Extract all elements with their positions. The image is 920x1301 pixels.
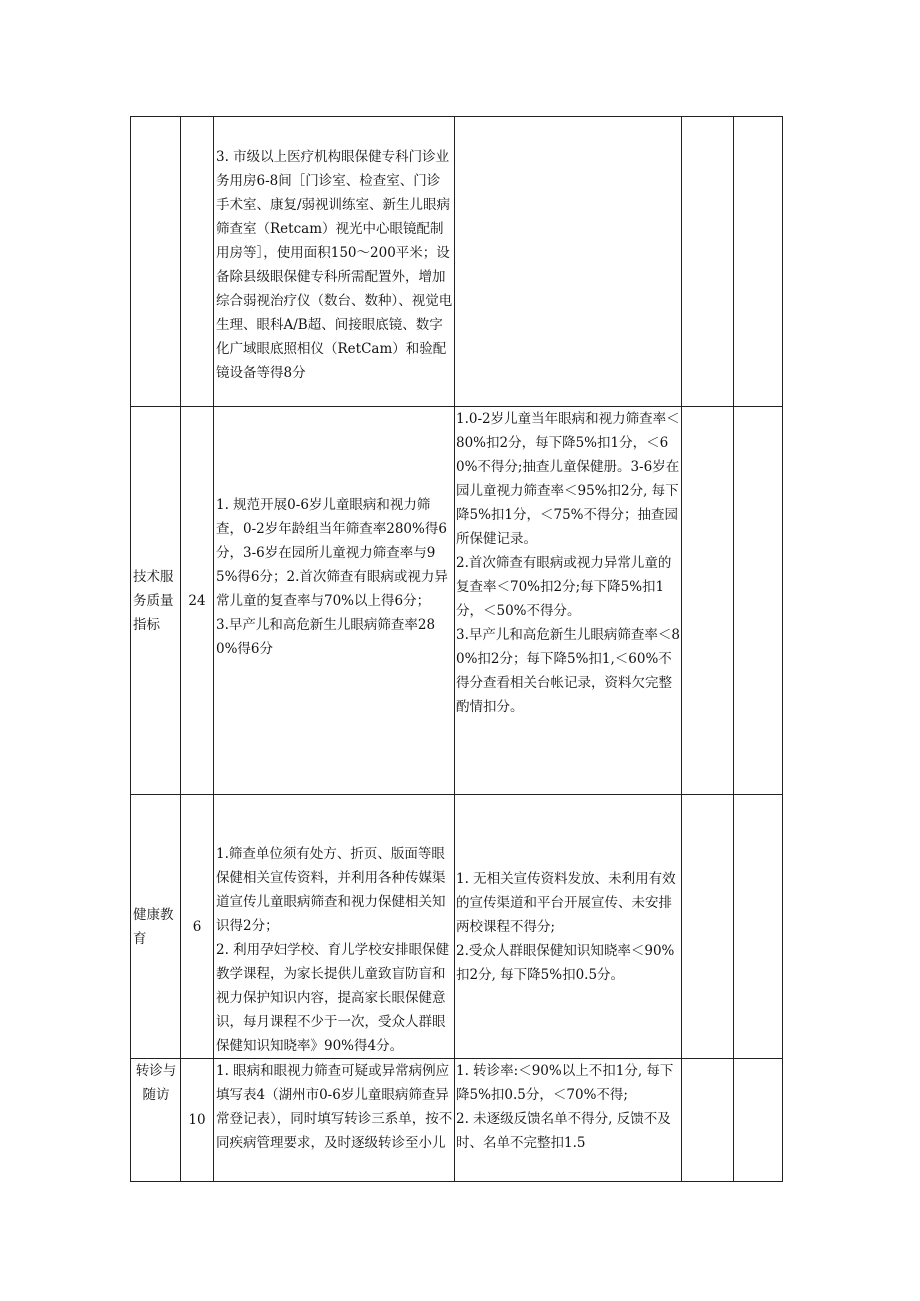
remark-cell <box>734 407 783 795</box>
deduction-cell: 1. 无相关宣传资料发放、未利用有效的宣传渠道和平台开展宣传、未安排两校课程不得分; 2.受众人群眼保健知识知晓率＜90%扣2分, 每下降5%扣0.5分。 <box>455 795 682 1059</box>
criteria-cell <box>214 117 455 407</box>
points-cell: 6 <box>181 795 214 1059</box>
criteria-cell: 1. 眼病和眼视力筛查可疑或异常病例应填写表4（湖州市0-6岁儿童眼病筛查异常登记表），同时填写转诊三系单，按不同疾病管理要求，及时逐级转诊至小儿 <box>214 1059 455 1182</box>
remark-cell <box>734 795 783 1059</box>
assessment-table <box>130 116 783 1182</box>
table-row <box>131 1059 783 1182</box>
score-cell <box>682 117 734 407</box>
category-cell: 健康教育 <box>131 795 181 1059</box>
score-cell <box>682 1059 734 1182</box>
category-cell <box>131 117 181 407</box>
table-row <box>131 795 783 1059</box>
criteria-cell: 1.筛查单位须有处方、折页、版面等眼保健相关宣传资料，并利用各种传媒渠道宣传儿童眼病筛查和视力保健相关知识得2分； 2. 利用孕妇学校、育儿学校安排眼保健教学课程，为家长提供儿童致盲防盲和视力保护知识内容，提高家长眼保健意识，每月课程不少于一次，受众人群眼保健知识知晓率》90%得4分。 <box>214 795 455 1059</box>
deduction-cell: 1. 转诊率:＜90%以上不扣1分, 每下降5%扣0.5分，＜70%不得; 2. 未逐级反馈名单不得分, 反馈不及时、名单不完整扣1.5 <box>455 1059 682 1182</box>
remark-cell <box>734 1059 783 1182</box>
points-cell <box>181 117 214 407</box>
table-row <box>131 407 783 795</box>
category-cell: 技术服务质量指标 <box>131 407 181 795</box>
remark-cell <box>734 117 783 407</box>
table-row <box>131 117 783 407</box>
deduction-cell: 1.0-2岁儿童当年眼病和视力筛查率＜80%扣2分，每下降5%扣1分，＜60%不得分;抽查儿童保健册。3-6岁在园儿童视力筛查率＜95%扣2分, 每下降5%扣1分，＜75%不得分；抽查园所保健记录。 2.首次筛查有眼病或视力异常儿童的复查率＜70%扣2分;每下降5%扣1分，＜50%不得分。 3.早产儿和高危新生儿眼病筛查率＜80%扣2分；每下降5%扣1,＜60%不得分查看相关台帐记录，资料欠完整酌情扣分。 <box>455 407 682 795</box>
score-cell <box>682 795 734 1059</box>
deduction-cell <box>455 117 682 407</box>
criteria-cell: 1. 规范开展0-6岁儿童眼病和视力筛查，0-2岁年龄组当年筛查率280%得6分，3-6岁在园所儿童视力筛查率与95%得6分；2.首次筛查有眼病或视力异常儿童的复查率与70%以上得6分； 3.早产儿和高危新生儿眼病筛查率280%得6分 <box>214 407 455 795</box>
category-cell: 转诊与随访 <box>131 1059 181 1182</box>
criteria-text: 3. 市级以上医疗机构眼保健专科门诊业务用房6-8间［门诊室、检查室、门诊手术室、康复/弱视训练室、新生儿眼病筛查室（Retcam）视光中心眼镜配制用房等］，使用面积150～200平米；设备除县级眼保健专科所需配置外，增加综合弱视治疗仪（数台、数种）、视觉电生理、眼科A/B超、间接眼底镜、数字化广域眼底照相仪（RetCam）和验配镜设备等得8分 <box>216 149 453 381</box>
points-cell: 24 <box>181 407 214 795</box>
score-cell <box>682 407 734 795</box>
points-cell: 10 <box>181 1059 214 1182</box>
